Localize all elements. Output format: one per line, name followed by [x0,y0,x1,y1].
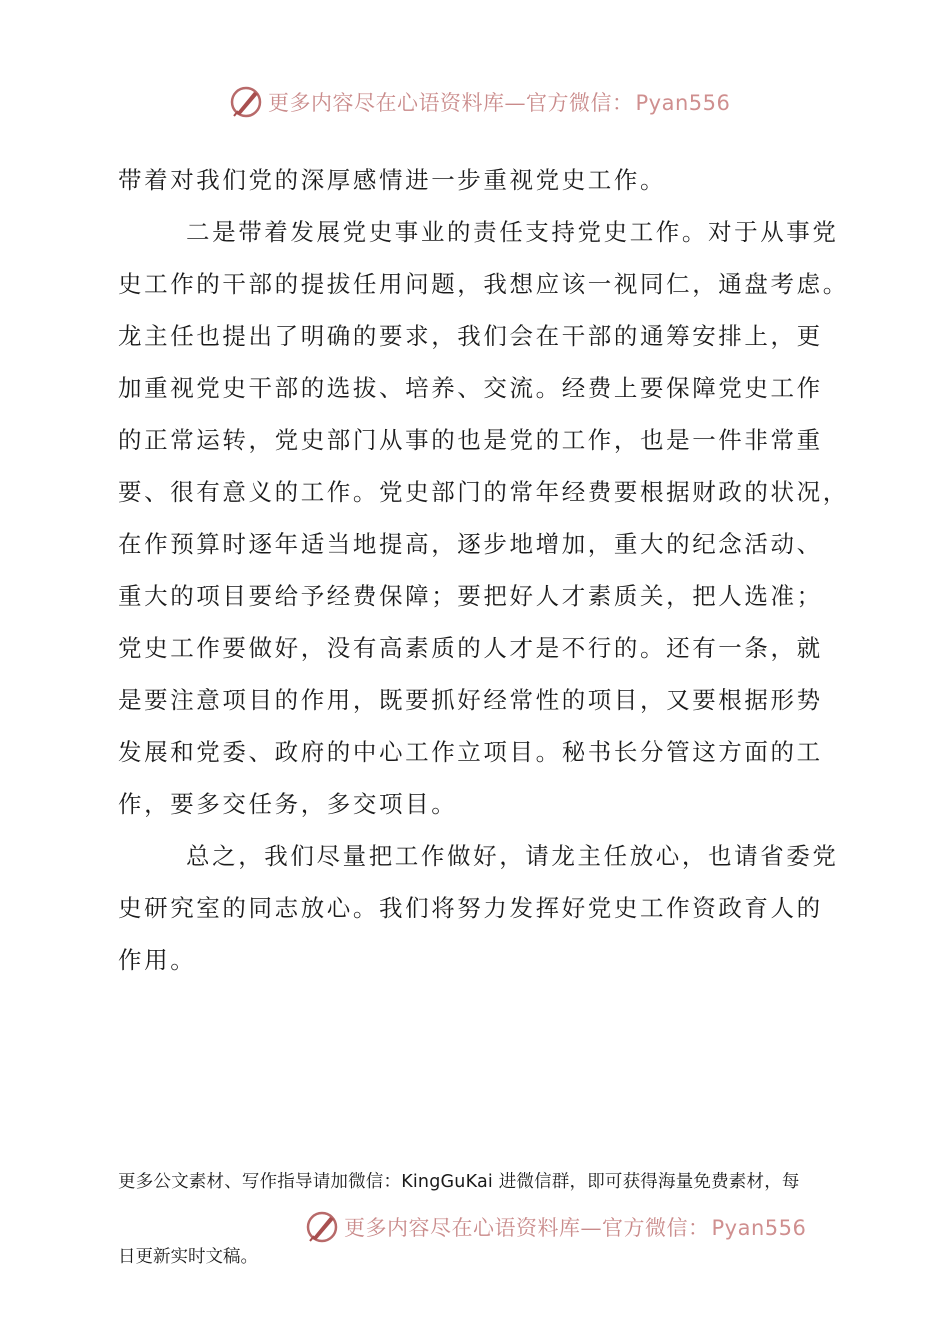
quill-logo-icon [304,1209,340,1245]
paragraph-line: 加重视党史干部的选拔、培养、交流。经费上要保障党史工作 [118,374,823,402]
paragraph-line: 史研究室的同志放心。我们将努力发挥好党史工作资政育人的 [118,894,823,922]
footer-promo-line-continued: 日更新实时文稿。 [118,1247,258,1267]
paragraph-line: 发展和党委、政府的中心工作立项目。秘书长分管这方面的工 [118,738,823,766]
document-body [118,154,849,986]
watermark-text: 更多内容尽在心语资料库—官方微信： [268,91,634,115]
watermark-text: 更多内容尽在心语资料库—官方微信： [344,1216,710,1240]
paragraph-line: 作，要多交任务，多交项目。 [118,790,458,818]
paragraph-line: 要、很有意义的工作。党史部门的常年经费要根据财政的状况， [118,478,849,506]
paragraph-line: 龙主任也提出了明确的要求，我们会在干部的通筹安排上，更 [118,322,823,350]
watermark-wechat-id: Pyan556 [711,1216,807,1240]
paragraph-line: 党史工作要做好，没有高素质的人才是不行的。还有一条，就 [118,634,823,662]
footer-promo-line: 更多公文素材、写作指导请加微信：KingGuKai 进微信群，即可获得海量免费素材，每 [118,1172,800,1192]
paragraph-line: 作用。 [118,946,197,974]
quill-logo-icon [228,84,264,120]
paragraph-line: 是要注意项目的作用，既要抓好经常性的项目，又要根据形势 [118,686,823,714]
paragraph-line: 的正常运转，党史部门从事的也是党的工作，也是一件非常重 [118,426,823,454]
header-watermark [228,84,730,120]
watermark-wechat-id: Pyan556 [635,91,731,115]
paragraph-line: 在作预算时逐年适当地提高，逐步地增加，重大的纪念活动、 [118,530,823,558]
footer-watermark [304,1209,806,1245]
paragraph-line: 带着对我们党的深厚感情进一步重视党史工作。 [118,166,667,194]
paragraph-line: 二是带着发展党史事业的责任支持党史工作。对于从事党 [186,218,839,246]
paragraph-line: 总之，我们尽量把工作做好，请龙主任放心，也请省委党 [186,842,839,870]
paragraph-line: 重大的项目要给予经费保障；要把好人才素质关，把人选准； [118,582,823,610]
paragraph-line: 史工作的干部的提拔任用问题，我想应该一视同仁，通盘考虑。 [118,270,849,298]
